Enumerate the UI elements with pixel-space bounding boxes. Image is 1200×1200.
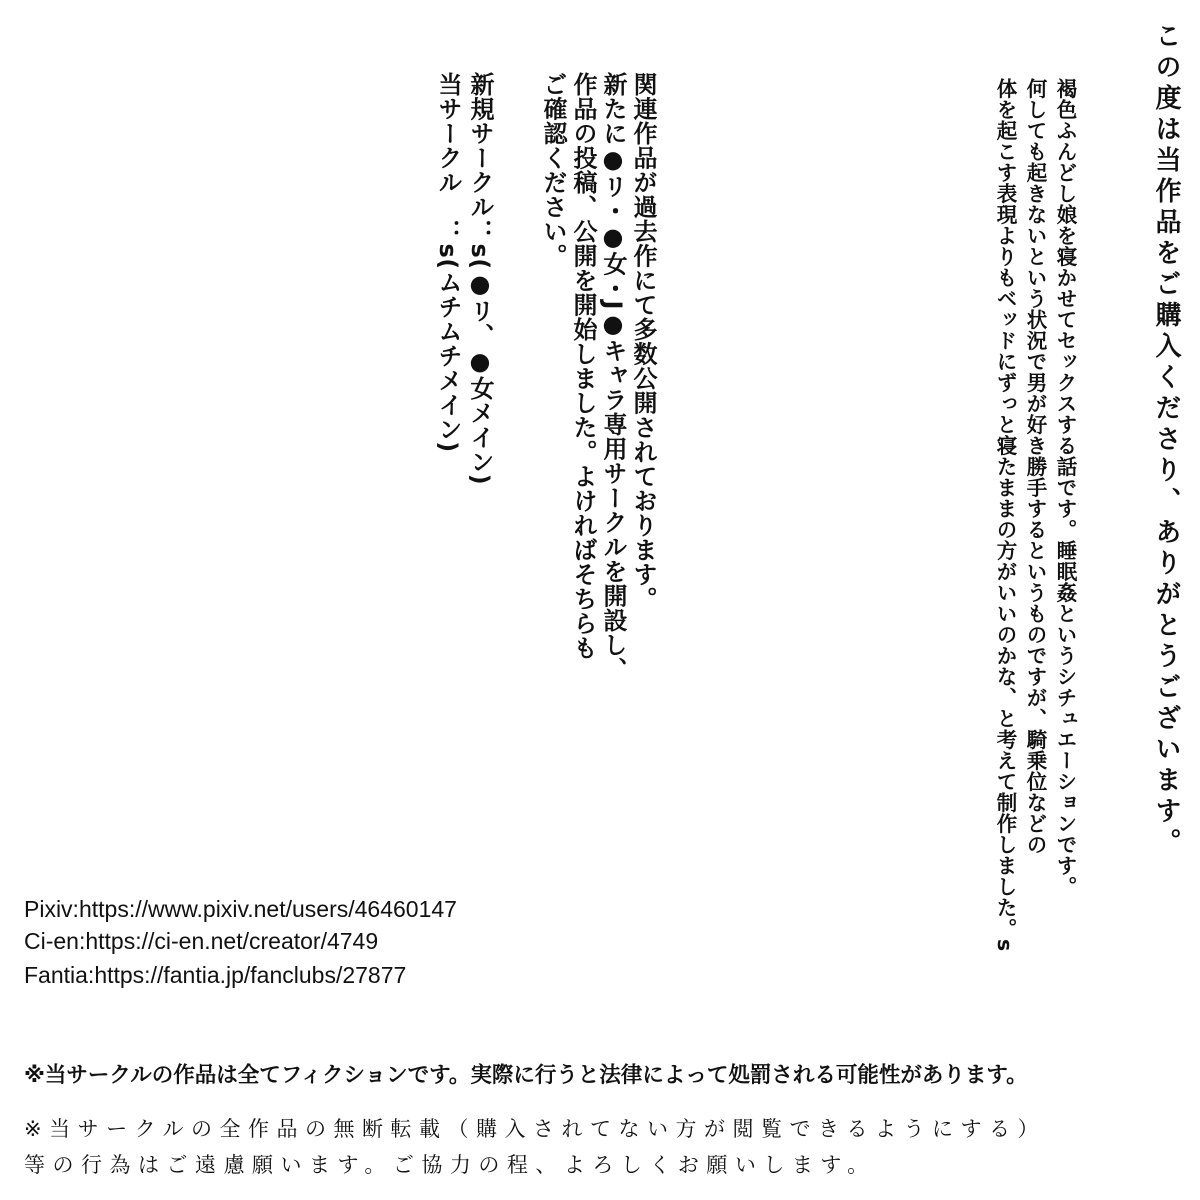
related-works-note	[538, 72, 658, 681]
reprint-notice-line-1: ※当サークルの全作品の無断転載（購入されてない方が閲覧できるようにする）	[24, 1117, 1046, 1141]
related-line: 新たに●リ・●女・J●キャラ専用サークルを開設し、	[599, 72, 627, 682]
related-line: ご確認ください。	[539, 72, 567, 268]
related-line: 関連作品が過去作にて多数公開されております。	[629, 72, 657, 611]
description-line: 体を起こす表現よりもベッドにずっと寝たままの方がいいのかな、と考えて制作しました。s	[993, 78, 1017, 952]
description-line: 何しても起きないという状況で男が好き勝手するというものですが、騎乗位などの	[1023, 78, 1047, 855]
this-circle-line: 当サークル ：s(ムチムチメイン)	[434, 72, 462, 453]
fantia-link[interactable]: Fantia:https://fantia.jp/fanclubs/27877	[24, 962, 407, 988]
circle-info	[432, 72, 496, 485]
new-circle-line: 新規サークル：s(●リ、●女メイン)	[466, 72, 494, 486]
related-line: 作品の投稿、公開を開始しました。よければそちらも	[569, 72, 597, 660]
description-line: 褐色ふんどし娘を寝かせてセックスする話です。睡眠姦というシチュエーションです。	[1053, 78, 1077, 897]
reprint-notice-line-2: 等の行為はご遠慮願います。ご協力の程、よろしくお願いします。	[24, 1153, 876, 1177]
thanks-message: この度は当作品をご購入くださり、ありがとうございます。	[1151, 22, 1181, 859]
fiction-notice: ※当サークルの作品は全てフィクションです。実際に行うと法律によって処罰される可能性があります。	[24, 1063, 1028, 1088]
cien-link[interactable]: Ci-en:https://ci-en.net/creator/4749	[24, 928, 379, 954]
pixiv-link[interactable]: Pixiv:https://www.pixiv.net/users/46460147	[24, 896, 457, 922]
work-description	[990, 78, 1080, 952]
